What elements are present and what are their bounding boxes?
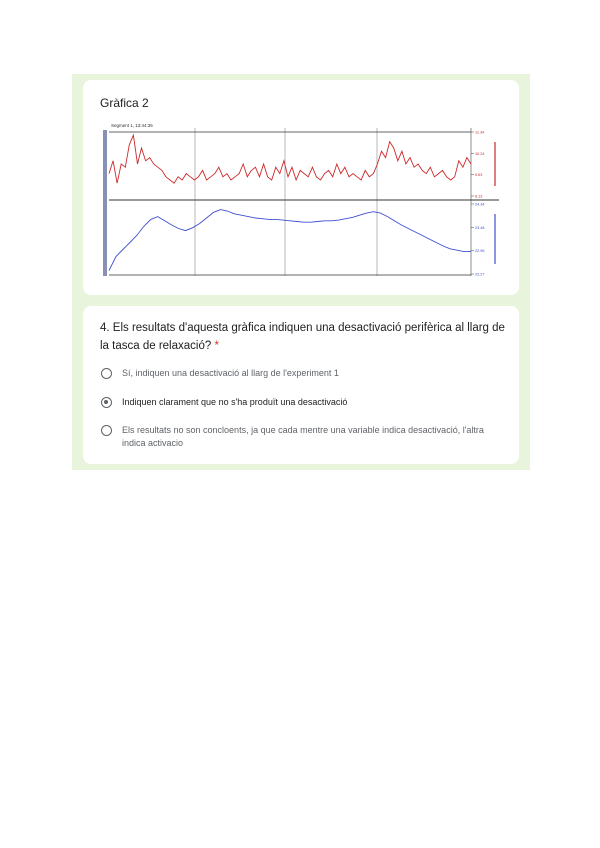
option-2[interactable] bbox=[101, 396, 492, 409]
required-mark: * bbox=[214, 340, 219, 352]
chart-tick-label-2-3: 22.27 bbox=[475, 272, 485, 277]
chart-tick-label-1-1: 10.24 bbox=[475, 151, 485, 156]
option-3[interactable] bbox=[101, 424, 492, 449]
radio-option-1[interactable] bbox=[101, 368, 112, 379]
question-text: 4. Els resultats d'aquesta gràfica indiquen una desactivació perifèrica al llarg de la tasca de relaxació? bbox=[100, 322, 505, 352]
chart-background bbox=[103, 118, 499, 278]
chart-tick-label-1-2: 9.63 bbox=[475, 173, 483, 178]
chart-tick-label-2-2: 22.96 bbox=[475, 249, 485, 254]
option-2-label: Indiquen clarament que no s'ha produït una desactivació bbox=[122, 397, 348, 407]
option-1-label: Sí, indiquen una desactivació al llarg de l'experiment 1 bbox=[122, 368, 339, 378]
chart-title: Segment 1, 13:44:35 bbox=[111, 123, 153, 128]
image-card-title: Gràfica 2 bbox=[100, 96, 149, 110]
chart-left-strip bbox=[103, 130, 107, 276]
chart-tick-label-2-1: 23.48 bbox=[475, 225, 485, 230]
chart-figure bbox=[103, 118, 499, 278]
question-title bbox=[100, 319, 505, 355]
chart-tick-label-1-3: 8.13 bbox=[475, 194, 483, 199]
radio-option-2[interactable] bbox=[101, 397, 112, 408]
option-1[interactable] bbox=[101, 367, 492, 380]
question-card bbox=[83, 306, 519, 464]
chart-tick-label-1-0: 11.34 bbox=[475, 130, 485, 135]
chart-tick-label-2-0: 24.34 bbox=[475, 202, 485, 207]
radio-option-3[interactable] bbox=[101, 425, 112, 436]
option-3-label: Els resultats no son concloents, ja que cada mentre una variable indica desactivació, l'altra indica activacio bbox=[122, 425, 484, 448]
image-card bbox=[83, 80, 519, 295]
